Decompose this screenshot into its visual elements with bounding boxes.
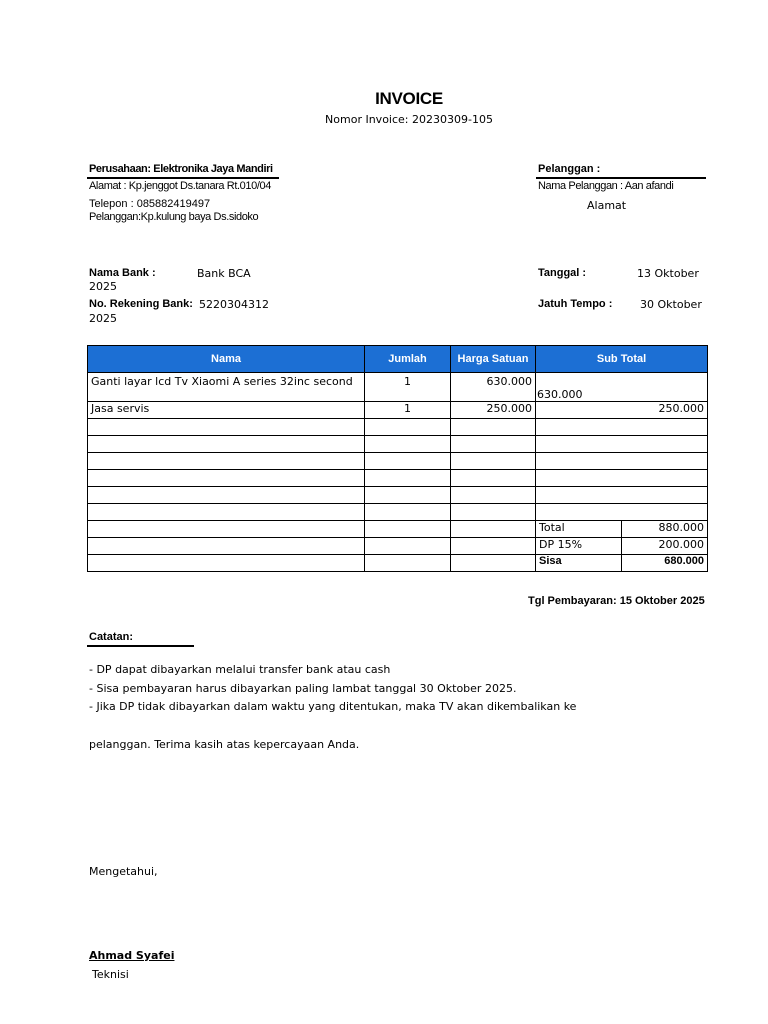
company-divider <box>87 177 279 179</box>
invoice-title: INVOICE <box>375 89 443 108</box>
empty-row <box>88 487 708 504</box>
empty-row <box>88 453 708 470</box>
date-value: 13 Oktober <box>637 267 699 280</box>
balance-value: 680.000 <box>622 555 708 572</box>
item-subtotal: 250.000 <box>536 402 708 419</box>
dp-label: DP 15% <box>536 538 622 555</box>
empty-row <box>88 504 708 521</box>
company-address: Alamat : Kp.jenggot Ds.tanara Rt.010/04 <box>89 180 271 192</box>
balance-label: Sisa <box>536 555 622 572</box>
dp-value: 200.000 <box>622 538 708 555</box>
col-header-nama: Nama <box>88 346 365 373</box>
total-label: Total <box>536 521 622 538</box>
account-value: 5220304312 <box>199 298 269 311</box>
item-price: 630.000 <box>451 373 536 402</box>
account-wrap: 2025 <box>89 312 117 325</box>
item-name: Jasa servis <box>88 402 365 419</box>
invoice-items-table <box>87 345 708 572</box>
company-phone: Telepon : 085882419497 <box>89 198 211 210</box>
item-subtotal-text: 630.000 <box>537 388 583 401</box>
col-header-harga: Harga Satuan <box>451 346 536 373</box>
bank-name-value: Bank BCA <box>197 267 251 280</box>
item-qty: 1 <box>365 373 451 402</box>
col-header-jumlah: Jumlah <box>365 346 451 373</box>
notes-heading: Catatan: <box>89 631 134 643</box>
note-line: - DP dapat dibayarkan melalui transfer bank atau cash <box>89 663 391 676</box>
account-label: No. Rekening Bank: <box>89 298 193 310</box>
customer-address-label: Alamat <box>587 199 627 212</box>
notes-divider <box>87 645 194 647</box>
table-row <box>88 402 708 419</box>
acknowledged-text: Mengetahui, <box>89 865 158 878</box>
empty-row <box>88 419 708 436</box>
customer-heading: Pelanggan : <box>538 163 601 175</box>
total-value: 880.000 <box>622 521 708 538</box>
empty-row <box>88 470 708 487</box>
note-line: - Jika DP tidak dibayarkan dalam waktu yang ditentukan, maka TV akan dikembalikan ke <box>89 700 577 713</box>
item-qty: 1 <box>365 402 451 419</box>
signatory-name: Ahmad Syafei <box>89 949 175 962</box>
item-price: 250.000 <box>451 402 536 419</box>
item-name: Ganti layar lcd Tv Xiaomi A series 32inc second <box>88 373 365 402</box>
bank-name-wrap: 2025 <box>89 280 117 293</box>
balance-row <box>88 555 708 572</box>
bank-name-label: Nama Bank : <box>89 267 156 279</box>
due-date-value: 30 Oktober <box>640 298 702 311</box>
invoice-number: Nomor Invoice: 20230309-105 <box>325 113 493 126</box>
note-line: pelanggan. Terima kasih atas kepercayaan Anda. <box>89 738 360 751</box>
dp-row <box>88 538 708 555</box>
date-label: Tanggal : <box>538 267 587 279</box>
total-row <box>88 521 708 538</box>
empty-row <box>88 436 708 453</box>
payment-date: Tgl Pembayaran: 15 Oktober 2025 <box>528 595 705 607</box>
table-header-row <box>88 346 708 373</box>
customer-divider <box>536 177 706 179</box>
signatory-role: Teknisi <box>92 968 129 981</box>
col-header-subtotal: Sub Total <box>536 346 708 373</box>
customer-name: Nama Pelanggan : Aan afandi <box>538 180 674 192</box>
table-row <box>88 373 708 402</box>
customer-address-line: Pelanggan:Kp.kulung baya Ds.sidoko <box>89 211 259 223</box>
note-line: - Sisa pembayaran harus dibayarkan paling lambat tanggal 30 Oktober 2025. <box>89 682 517 695</box>
due-date-label: Jatuh Tempo : <box>538 298 613 310</box>
item-subtotal <box>536 373 708 402</box>
company-name: Perusahaan: Elektronika Jaya Mandiri <box>89 163 273 175</box>
